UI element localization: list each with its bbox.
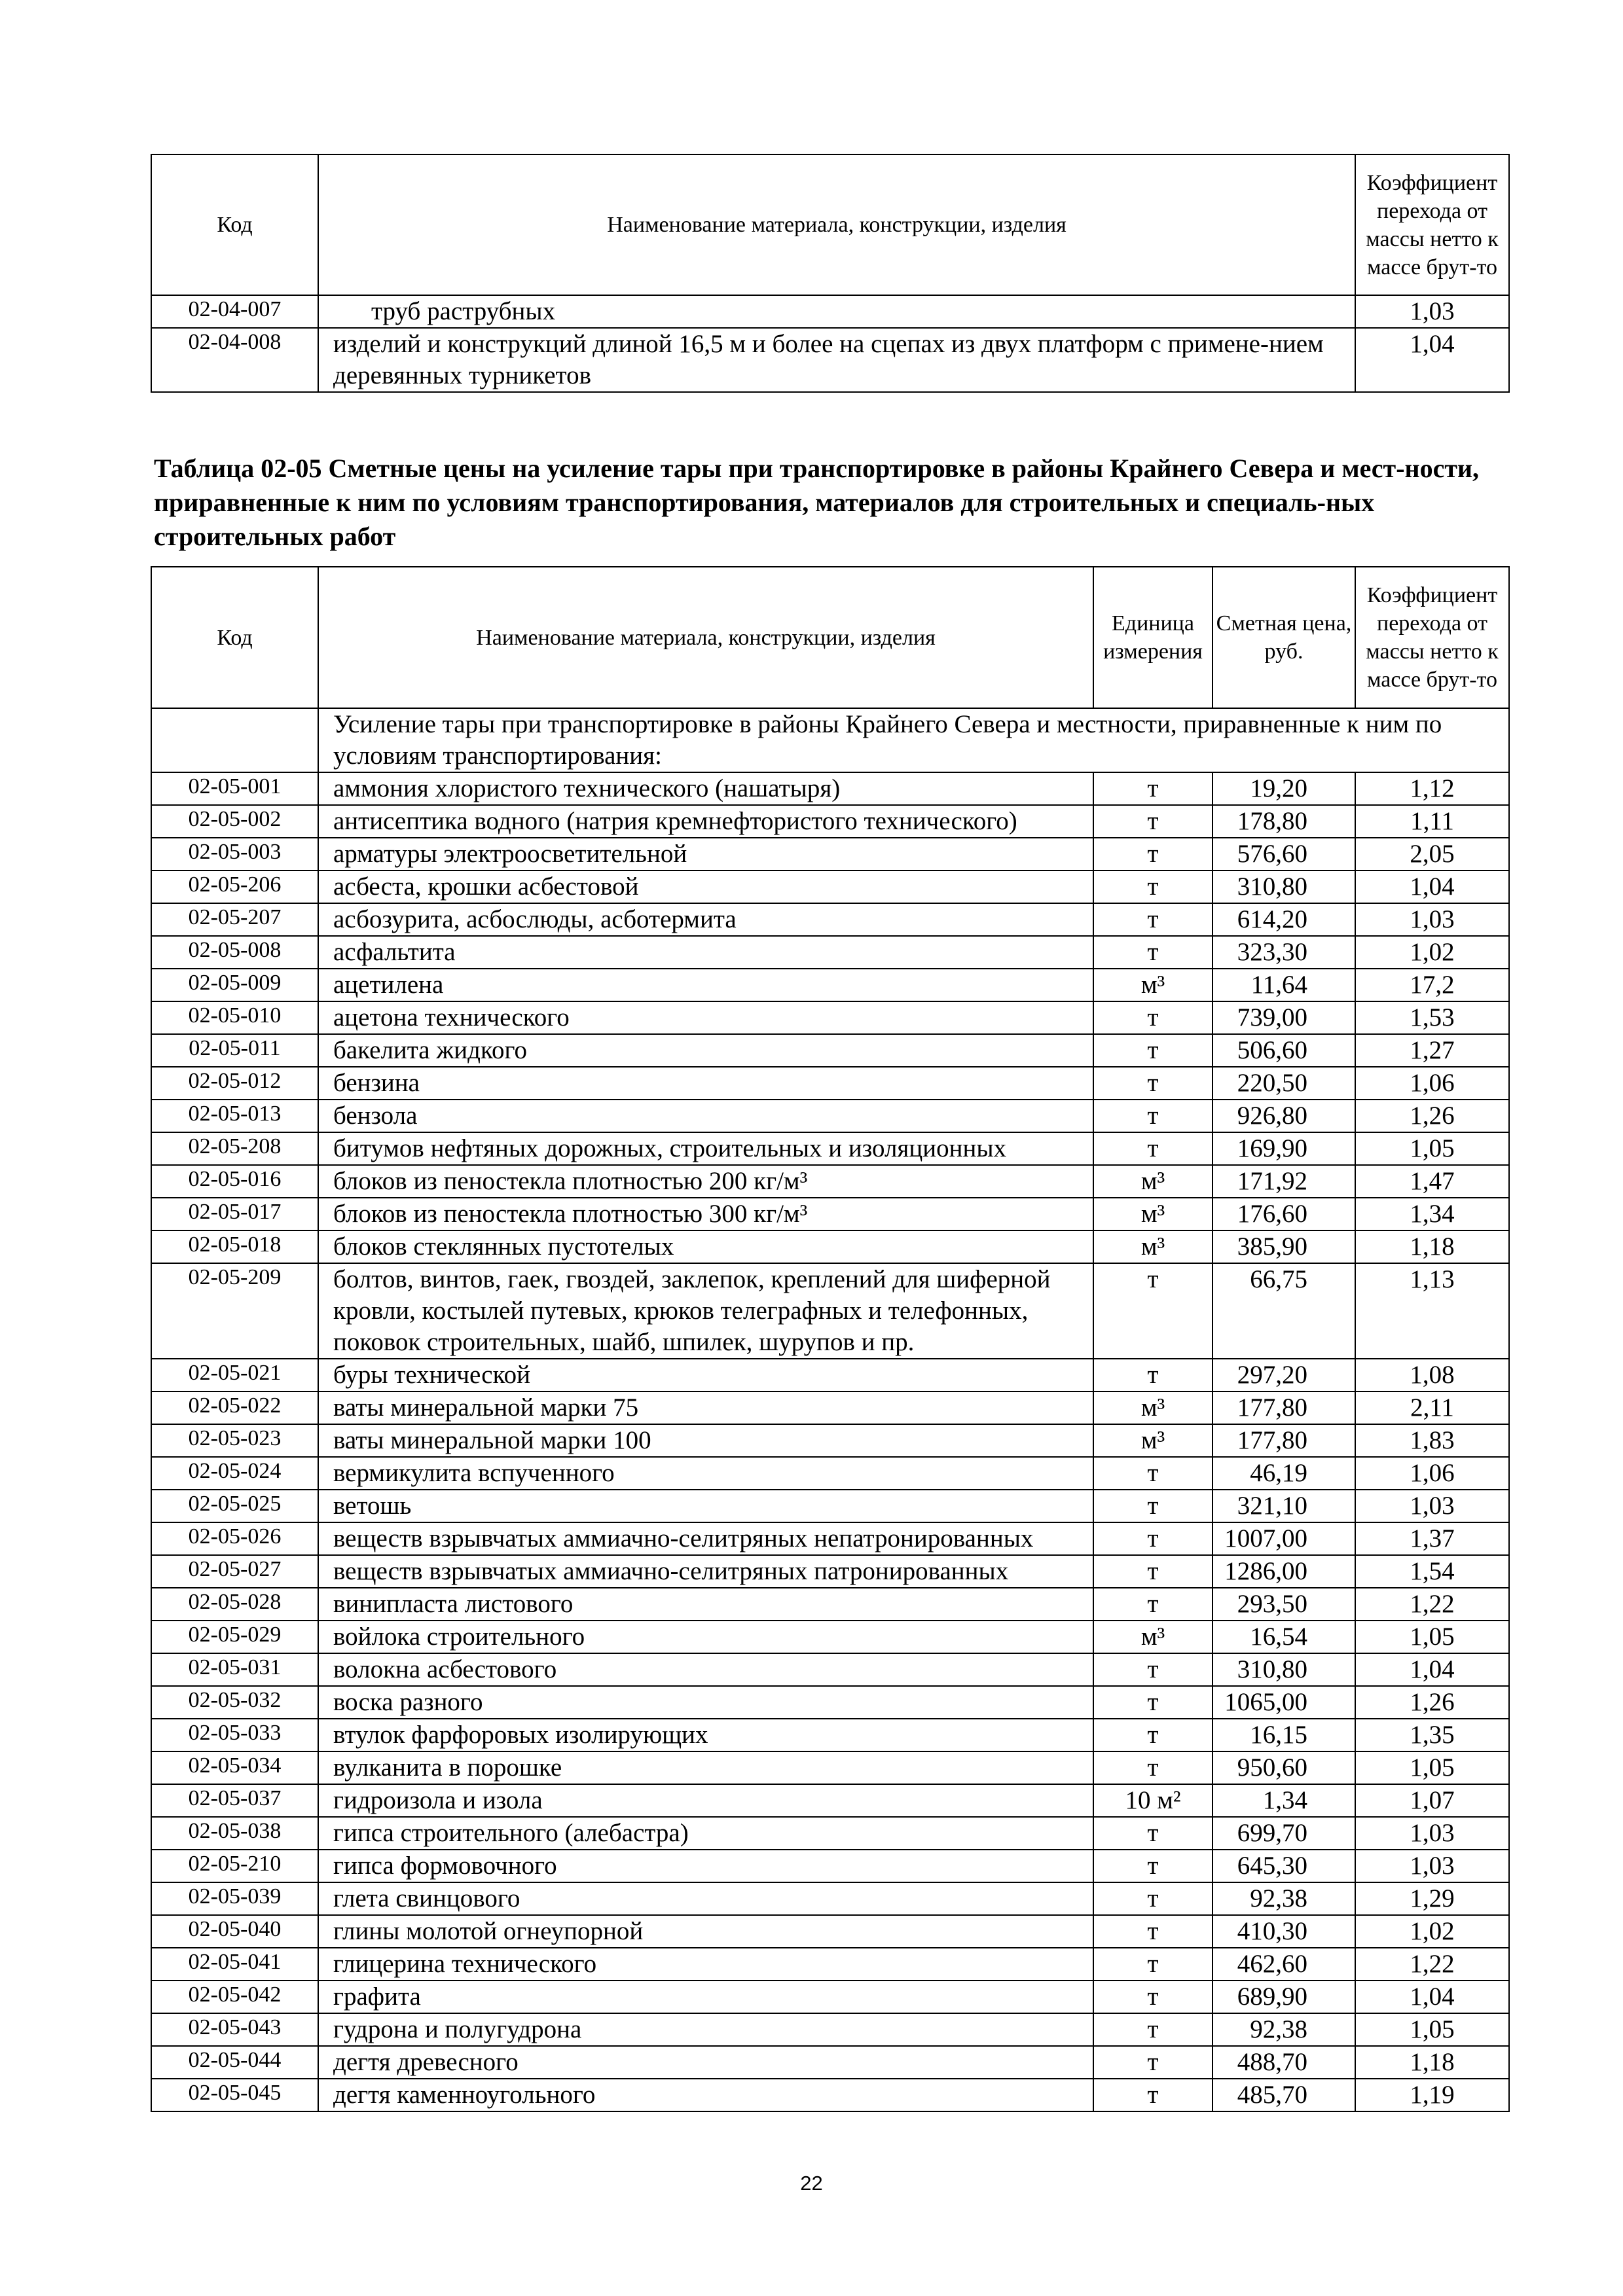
table-row bbox=[151, 1915, 1509, 1948]
table-row bbox=[151, 1653, 1509, 1686]
row-code: 02-05-001 bbox=[151, 772, 318, 805]
row-coef: 1,22 bbox=[1355, 1588, 1509, 1621]
row-price: 46,19 bbox=[1213, 1457, 1355, 1490]
row-name: арматуры электроосветительной bbox=[318, 838, 1093, 870]
materials-table-continuation bbox=[151, 154, 1510, 393]
row-price: 177,80 bbox=[1213, 1424, 1355, 1457]
row-code: 02-04-008 bbox=[151, 328, 318, 392]
table-row bbox=[151, 903, 1509, 936]
row-name: бакелита жидкого bbox=[318, 1034, 1093, 1067]
row-name: асбеста, крошки асбестовой bbox=[318, 870, 1093, 903]
row-name: дегтя каменноугольного bbox=[318, 2079, 1093, 2111]
table-row bbox=[151, 1686, 1509, 1719]
row-coef: 1,13 bbox=[1355, 1263, 1509, 1359]
row-price: 488,70 bbox=[1213, 2046, 1355, 2079]
row-unit: т bbox=[1093, 2046, 1213, 2079]
row-price: 385,90 bbox=[1213, 1230, 1355, 1263]
row-name: асбозурита, асбослюды, асботермита bbox=[318, 903, 1093, 936]
row-code: 02-05-209 bbox=[151, 1263, 318, 1359]
row-price: 614,20 bbox=[1213, 903, 1355, 936]
row-unit: т bbox=[1093, 1751, 1213, 1784]
row-code: 02-05-037 bbox=[151, 1784, 318, 1817]
table-row bbox=[151, 1882, 1509, 1915]
row-coef: 1,05 bbox=[1355, 1751, 1509, 1784]
row-coef: 1,54 bbox=[1355, 1555, 1509, 1588]
row-code: 02-05-040 bbox=[151, 1915, 318, 1948]
row-coef: 1,07 bbox=[1355, 1784, 1509, 1817]
row-name: ацетона технического bbox=[318, 1001, 1093, 1034]
row-name: вулканита в порошке bbox=[318, 1751, 1093, 1784]
row-name: войлока строительного bbox=[318, 1621, 1093, 1653]
table-title: Таблица 02-05 Сметные цены на усиление тары при транспортировке в районы Крайнего Севера и мест-ности, приравненные к ним по условиям транспортирования, материалов для строительных и специаль-ных строительных работ bbox=[154, 454, 1480, 551]
row-code: 02-05-042 bbox=[151, 1981, 318, 2013]
row-code: 02-05-032 bbox=[151, 1686, 318, 1719]
row-code: 02-05-210 bbox=[151, 1850, 318, 1882]
table-row bbox=[151, 1132, 1509, 1165]
table-row bbox=[151, 2013, 1509, 2046]
row-name: блоков из пеностекла плотностью 300 кг/м³ bbox=[318, 1198, 1093, 1230]
row-price: 462,60 bbox=[1213, 1948, 1355, 1981]
row-code: 02-05-029 bbox=[151, 1621, 318, 1653]
row-unit: т bbox=[1093, 838, 1213, 870]
row-unit: м³ bbox=[1093, 1230, 1213, 1263]
row-coef: 2,11 bbox=[1355, 1391, 1509, 1424]
row-unit: т bbox=[1093, 1686, 1213, 1719]
table-row bbox=[151, 870, 1509, 903]
row-name: веществ взрывчатых аммиачно-селитряных непатронированных bbox=[318, 1522, 1093, 1555]
table-header-row bbox=[151, 154, 1509, 295]
row-unit: т bbox=[1093, 1653, 1213, 1686]
row-coef: 17,2 bbox=[1355, 969, 1509, 1001]
row-code: 02-05-018 bbox=[151, 1230, 318, 1263]
row-unit: т bbox=[1093, 1588, 1213, 1621]
row-name: ветошь bbox=[318, 1490, 1093, 1522]
table-row bbox=[151, 1359, 1509, 1391]
row-coef: 1,05 bbox=[1355, 1132, 1509, 1165]
row-unit: т bbox=[1093, 936, 1213, 969]
row-unit: т bbox=[1093, 1915, 1213, 1948]
row-unit: т bbox=[1093, 1001, 1213, 1034]
table-row bbox=[151, 1817, 1509, 1850]
row-name: веществ взрывчатых аммиачно-селитряных патронированных bbox=[318, 1555, 1093, 1588]
row-unit: т bbox=[1093, 1948, 1213, 1981]
row-code: 02-05-033 bbox=[151, 1719, 318, 1751]
row-unit: м³ bbox=[1093, 1424, 1213, 1457]
row-code: 02-05-008 bbox=[151, 936, 318, 969]
row-coef: 1,04 bbox=[1355, 1981, 1509, 2013]
table-row bbox=[151, 1555, 1509, 1588]
table-row bbox=[151, 1522, 1509, 1555]
row-name: труб раструбных bbox=[318, 295, 1355, 328]
table-row bbox=[151, 969, 1509, 1001]
row-name: ваты минеральной марки 100 bbox=[318, 1424, 1093, 1457]
row-unit: т bbox=[1093, 1850, 1213, 1882]
row-unit: т bbox=[1093, 2079, 1213, 2111]
row-unit: т bbox=[1093, 870, 1213, 903]
row-unit: м³ bbox=[1093, 969, 1213, 1001]
row-coef: 1,03 bbox=[1355, 1490, 1509, 1522]
table-row bbox=[151, 805, 1509, 838]
row-name: болтов, винтов, гаек, гвоздей, заклепок, креплений для шиферной кровли, костылей путевых, крюков телеграфных и телефонных, поковок строительных, шайб, шпилек, шурупов и пр. bbox=[318, 1263, 1093, 1359]
row-price: 739,00 bbox=[1213, 1001, 1355, 1034]
row-price: 321,10 bbox=[1213, 1490, 1355, 1522]
row-code: 02-05-024 bbox=[151, 1457, 318, 1490]
row-coef: 1,03 bbox=[1355, 903, 1509, 936]
row-coef: 1,47 bbox=[1355, 1165, 1509, 1198]
table-row bbox=[151, 1490, 1509, 1522]
table-row bbox=[151, 1067, 1509, 1100]
row-price: 178,80 bbox=[1213, 805, 1355, 838]
row-unit: т bbox=[1093, 903, 1213, 936]
row-name: блоков стеклянных пустотелых bbox=[318, 1230, 1093, 1263]
row-name: воска разного bbox=[318, 1686, 1093, 1719]
row-coef: 1,18 bbox=[1355, 1230, 1509, 1263]
row-code: 02-05-017 bbox=[151, 1198, 318, 1230]
header-coef: Коэффициент перехода от массы нетто к массе брут-то bbox=[1355, 567, 1509, 708]
table-row bbox=[151, 1784, 1509, 1817]
row-name: буры технической bbox=[318, 1359, 1093, 1391]
row-code: 02-04-007 bbox=[151, 295, 318, 328]
row-unit: м³ bbox=[1093, 1198, 1213, 1230]
row-price: 1,34 bbox=[1213, 1784, 1355, 1817]
row-name: гипса формовочного bbox=[318, 1850, 1093, 1882]
table-row bbox=[151, 1230, 1509, 1263]
row-name: глета свинцового bbox=[318, 1882, 1093, 1915]
row-unit: т bbox=[1093, 1719, 1213, 1751]
row-unit: т bbox=[1093, 1882, 1213, 1915]
row-name: аммония хлористого технического (нашатыря) bbox=[318, 772, 1093, 805]
table-header-row bbox=[151, 567, 1509, 708]
row-code: 02-05-043 bbox=[151, 2013, 318, 2046]
row-unit: т bbox=[1093, 1100, 1213, 1132]
row-price: 92,38 bbox=[1213, 2013, 1355, 2046]
row-coef: 1,05 bbox=[1355, 1621, 1509, 1653]
materials-price-table bbox=[151, 566, 1510, 2112]
row-name: бензола bbox=[318, 1100, 1093, 1132]
row-coef: 1,27 bbox=[1355, 1034, 1509, 1067]
header-unit: Единица измерения bbox=[1093, 567, 1213, 708]
row-coef: 1,05 bbox=[1355, 2013, 1509, 2046]
row-price: 485,70 bbox=[1213, 2079, 1355, 2111]
row-price: 92,38 bbox=[1213, 1882, 1355, 1915]
row-price: 169,90 bbox=[1213, 1132, 1355, 1165]
header-name: Наименование материала, конструкции, изделия bbox=[318, 567, 1093, 708]
row-price: 576,60 bbox=[1213, 838, 1355, 870]
table-row bbox=[151, 1588, 1509, 1621]
row-price: 171,92 bbox=[1213, 1165, 1355, 1198]
row-code: 02-05-031 bbox=[151, 1653, 318, 1686]
table-row bbox=[151, 2079, 1509, 2111]
row-code: 02-05-002 bbox=[151, 805, 318, 838]
row-code: 02-05-044 bbox=[151, 2046, 318, 2079]
row-unit: т bbox=[1093, 1132, 1213, 1165]
row-code: 02-05-023 bbox=[151, 1424, 318, 1457]
header-coef: Коэффициент перехода от массы нетто к массе брут-то bbox=[1355, 154, 1509, 295]
row-code: 02-05-039 bbox=[151, 1882, 318, 1915]
row-price: 177,80 bbox=[1213, 1391, 1355, 1424]
row-coef: 1,26 bbox=[1355, 1686, 1509, 1719]
row-price: 1007,00 bbox=[1213, 1522, 1355, 1555]
row-code: 02-05-207 bbox=[151, 903, 318, 936]
header-code: Код bbox=[151, 567, 318, 708]
row-unit: т bbox=[1093, 1981, 1213, 2013]
row-unit: м³ bbox=[1093, 1621, 1213, 1653]
row-name: ваты минеральной марки 75 bbox=[318, 1391, 1093, 1424]
table-body bbox=[151, 708, 1509, 2111]
row-name: волокна асбестового bbox=[318, 1653, 1093, 1686]
row-code: 02-05-206 bbox=[151, 870, 318, 903]
row-code: 02-05-022 bbox=[151, 1391, 318, 1424]
table-row bbox=[151, 1751, 1509, 1784]
row-code: 02-05-013 bbox=[151, 1100, 318, 1132]
row-unit: т bbox=[1093, 1817, 1213, 1850]
row-code: 02-05-016 bbox=[151, 1165, 318, 1198]
row-unit: т bbox=[1093, 1490, 1213, 1522]
row-price: 689,90 bbox=[1213, 1981, 1355, 2013]
row-coef: 1,19 bbox=[1355, 2079, 1509, 2111]
row-unit: т bbox=[1093, 1263, 1213, 1359]
row-coef: 1,03 bbox=[1355, 1850, 1509, 1882]
row-name: винипласта листового bbox=[318, 1588, 1093, 1621]
row-price: 19,20 bbox=[1213, 772, 1355, 805]
row-coef: 1,06 bbox=[1355, 1067, 1509, 1100]
row-code: 02-05-003 bbox=[151, 838, 318, 870]
header-code: Код bbox=[151, 154, 318, 295]
row-coef: 1,18 bbox=[1355, 2046, 1509, 2079]
row-price: 1065,00 bbox=[1213, 1686, 1355, 1719]
row-coef: 1,12 bbox=[1355, 772, 1509, 805]
row-price: 506,60 bbox=[1213, 1034, 1355, 1067]
row-price: 950,60 bbox=[1213, 1751, 1355, 1784]
row-unit: т bbox=[1093, 772, 1213, 805]
row-unit: т bbox=[1093, 805, 1213, 838]
table-row bbox=[151, 1001, 1509, 1034]
row-name: битумов нефтяных дорожных, строительных и изоляционных bbox=[318, 1132, 1093, 1165]
row-coef: 1,22 bbox=[1355, 1948, 1509, 1981]
row-coef: 1,34 bbox=[1355, 1198, 1509, 1230]
row-code: 02-05-208 bbox=[151, 1132, 318, 1165]
row-coef: 1,26 bbox=[1355, 1100, 1509, 1132]
table-row bbox=[151, 1457, 1509, 1490]
row-price: 66,75 bbox=[1213, 1263, 1355, 1359]
table-row bbox=[151, 772, 1509, 805]
row-name: гудрона и полугудрона bbox=[318, 2013, 1093, 2046]
table-row bbox=[151, 1981, 1509, 2013]
row-price: 11,64 bbox=[1213, 969, 1355, 1001]
row-code: 02-05-027 bbox=[151, 1555, 318, 1588]
row-price: 323,30 bbox=[1213, 936, 1355, 969]
page-number: 22 bbox=[800, 2172, 823, 2195]
row-price: 16,15 bbox=[1213, 1719, 1355, 1751]
row-price: 176,60 bbox=[1213, 1198, 1355, 1230]
row-unit: т bbox=[1093, 1555, 1213, 1588]
row-name: бензина bbox=[318, 1067, 1093, 1100]
row-name: глины молотой огнеупорной bbox=[318, 1915, 1093, 1948]
row-price: 699,70 bbox=[1213, 1817, 1355, 1850]
row-coef: 1,35 bbox=[1355, 1719, 1509, 1751]
row-name: дегтя древесного bbox=[318, 2046, 1093, 2079]
row-coef: 1,08 bbox=[1355, 1359, 1509, 1391]
row-unit: т bbox=[1093, 1522, 1213, 1555]
row-name: антисептика водного (натрия кремнефтористого технического) bbox=[318, 805, 1093, 838]
row-name: гипса строительного (алебастра) bbox=[318, 1817, 1093, 1850]
row-code: 02-05-009 bbox=[151, 969, 318, 1001]
row-unit: м³ bbox=[1093, 1165, 1213, 1198]
row-unit: т bbox=[1093, 1067, 1213, 1100]
row-code: 02-05-041 bbox=[151, 1948, 318, 1981]
row-coef: 1,04 bbox=[1355, 328, 1509, 392]
table-row bbox=[151, 295, 1509, 328]
row-coef: 1,03 bbox=[1355, 295, 1509, 328]
row-price: 310,80 bbox=[1213, 870, 1355, 903]
row-name: глицерина технического bbox=[318, 1948, 1093, 1981]
group-label: Усиление тары при транспортировке в районы Крайнего Севера и местности, приравненные к ним по условиям транспортирования: bbox=[318, 708, 1509, 772]
row-name: изделий и конструкций длиной 16,5 м и более на сцепах из двух платформ с примене-нием деревянных турникетов bbox=[318, 328, 1355, 392]
table-row bbox=[151, 1850, 1509, 1882]
row-name: блоков из пеностекла плотностью 200 кг/м³ bbox=[318, 1165, 1093, 1198]
row-coef: 1,03 bbox=[1355, 1817, 1509, 1850]
row-coef: 1,02 bbox=[1355, 1915, 1509, 1948]
table-row bbox=[151, 1948, 1509, 1981]
row-coef: 1,04 bbox=[1355, 1653, 1509, 1686]
row-unit: т bbox=[1093, 1457, 1213, 1490]
table-row bbox=[151, 1100, 1509, 1132]
row-unit: м³ bbox=[1093, 1391, 1213, 1424]
table-row bbox=[151, 328, 1509, 392]
table-row bbox=[151, 1165, 1509, 1198]
row-coef: 1,53 bbox=[1355, 1001, 1509, 1034]
row-coef: 1,83 bbox=[1355, 1424, 1509, 1457]
row-name: графита bbox=[318, 1981, 1093, 2013]
row-price: 297,20 bbox=[1213, 1359, 1355, 1391]
row-coef: 1,04 bbox=[1355, 870, 1509, 903]
table-row bbox=[151, 1034, 1509, 1067]
row-price: 645,30 bbox=[1213, 1850, 1355, 1882]
row-name: асфальтита bbox=[318, 936, 1093, 969]
table-row bbox=[151, 1424, 1509, 1457]
row-coef: 1,02 bbox=[1355, 936, 1509, 969]
row-name: вермикулита вспученного bbox=[318, 1457, 1093, 1490]
header-price: Сметная цена, руб. bbox=[1213, 567, 1355, 708]
table-row bbox=[151, 1621, 1509, 1653]
row-code: 02-05-045 bbox=[151, 2079, 318, 2111]
table-row bbox=[151, 2046, 1509, 2079]
row-coef: 1,11 bbox=[1355, 805, 1509, 838]
table-row bbox=[151, 1391, 1509, 1424]
row-code: 02-05-026 bbox=[151, 1522, 318, 1555]
row-unit: т bbox=[1093, 1359, 1213, 1391]
table-row bbox=[151, 838, 1509, 870]
row-coef: 1,29 bbox=[1355, 1882, 1509, 1915]
row-unit: т bbox=[1093, 2013, 1213, 2046]
table-row bbox=[151, 1198, 1509, 1230]
row-code: 02-05-038 bbox=[151, 1817, 318, 1850]
row-code: 02-05-028 bbox=[151, 1588, 318, 1621]
row-coef: 1,37 bbox=[1355, 1522, 1509, 1555]
group-code-empty bbox=[151, 708, 318, 772]
row-price: 293,50 bbox=[1213, 1588, 1355, 1621]
row-price: 16,54 bbox=[1213, 1621, 1355, 1653]
row-price: 926,80 bbox=[1213, 1100, 1355, 1132]
row-name: ацетилена bbox=[318, 969, 1093, 1001]
row-code: 02-05-021 bbox=[151, 1359, 318, 1391]
row-price: 310,80 bbox=[1213, 1653, 1355, 1686]
row-code: 02-05-011 bbox=[151, 1034, 318, 1067]
header-name: Наименование материала, конструкции, изделия bbox=[318, 154, 1355, 295]
table-row bbox=[151, 1263, 1509, 1359]
row-code: 02-05-010 bbox=[151, 1001, 318, 1034]
row-code: 02-05-034 bbox=[151, 1751, 318, 1784]
row-code: 02-05-025 bbox=[151, 1490, 318, 1522]
row-price: 220,50 bbox=[1213, 1067, 1355, 1100]
row-unit: т bbox=[1093, 1034, 1213, 1067]
row-unit: 10 м² bbox=[1093, 1784, 1213, 1817]
row-code: 02-05-012 bbox=[151, 1067, 318, 1100]
row-name: гидроизола и изола bbox=[318, 1784, 1093, 1817]
group-row bbox=[151, 708, 1509, 772]
row-coef: 1,06 bbox=[1355, 1457, 1509, 1490]
row-name: втулок фарфоровых изолирующих bbox=[318, 1719, 1093, 1751]
table-row bbox=[151, 1719, 1509, 1751]
row-coef: 2,05 bbox=[1355, 838, 1509, 870]
row-price: 1286,00 bbox=[1213, 1555, 1355, 1588]
table-row bbox=[151, 936, 1509, 969]
row-price: 410,30 bbox=[1213, 1915, 1355, 1948]
